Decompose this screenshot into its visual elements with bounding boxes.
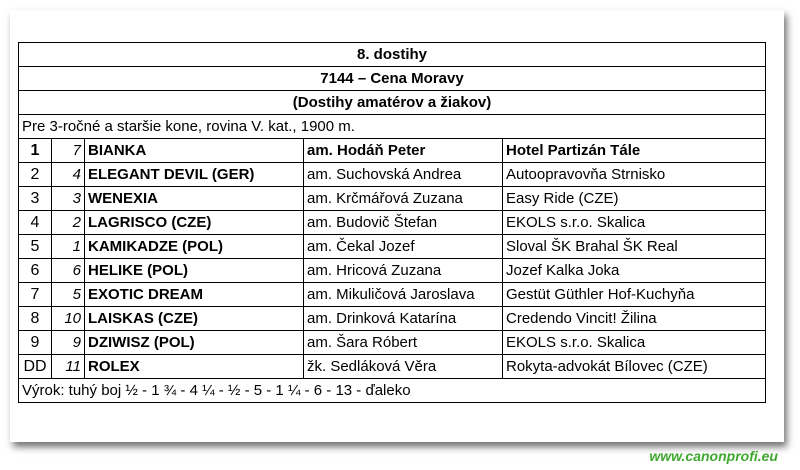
start-number-cell: 6	[52, 259, 85, 283]
horse-name-cell: HELIKE (POL)	[85, 259, 304, 283]
table-row	[19, 163, 766, 187]
position-cell: 6	[19, 259, 52, 283]
rider-name-cell: am. Hodáň Peter	[304, 139, 503, 163]
owner-name-cell: Credendo Vincit! Žilina	[503, 307, 766, 331]
table-row	[19, 187, 766, 211]
position-cell: 4	[19, 211, 52, 235]
table-row	[19, 259, 766, 283]
start-number-cell: 7	[52, 139, 85, 163]
owner-name-cell: EKOLS s.r.o. Skalica	[503, 331, 766, 355]
table-row	[19, 355, 766, 379]
horse-name-cell: ROLEX	[85, 355, 304, 379]
owner-name-cell: Gestüt Güthler Hof-Kuchyňa	[503, 283, 766, 307]
rider-name-cell: am. Hricová Zuzana	[304, 259, 503, 283]
horse-name-cell: KAMIKADZE (POL)	[85, 235, 304, 259]
rider-name-cell: am. Šara Róbert	[304, 331, 503, 355]
start-number-cell: 3	[52, 187, 85, 211]
race-conditions: Pre 3-ročné a staršie kone, rovina V. kat., 1900 m.	[19, 115, 766, 139]
owner-name-cell: Hotel Partizán Tále	[503, 139, 766, 163]
table-row	[19, 139, 766, 163]
results-table	[18, 42, 766, 403]
table-row	[19, 307, 766, 331]
position-cell: 7	[19, 283, 52, 307]
verdict-row	[19, 379, 766, 403]
race-name: 7144 – Cena Moravy	[19, 67, 766, 91]
horse-name-cell: WENEXIA	[85, 187, 304, 211]
table-row	[19, 283, 766, 307]
rider-name-cell: am. Budovič Štefan	[304, 211, 503, 235]
position-cell: DD	[19, 355, 52, 379]
horse-name-cell: LAGRISCO (CZE)	[85, 211, 304, 235]
rider-name-cell: am. Drinková Katarína	[304, 307, 503, 331]
horse-name-cell: DZIWISZ (POL)	[85, 331, 304, 355]
position-cell: 8	[19, 307, 52, 331]
position-cell: 5	[19, 235, 52, 259]
rider-name-cell: am. Suchovská Andrea	[304, 163, 503, 187]
owner-name-cell: Autoopravovňa Strnisko	[503, 163, 766, 187]
race-conditions-row	[19, 115, 766, 139]
race-subtitle: (Dostihy amatérov a žiakov)	[19, 91, 766, 115]
rider-name-cell: žk. Sedláková Věra	[304, 355, 503, 379]
race-subtitle-row	[19, 91, 766, 115]
race-number-row	[19, 43, 766, 67]
owner-name-cell: Sloval ŠK Brahal ŠK Real	[503, 235, 766, 259]
owner-name-cell: Jozef Kalka Joka	[503, 259, 766, 283]
rider-name-cell: am. Čekal Jozef	[304, 235, 503, 259]
start-number-cell: 11	[52, 355, 85, 379]
race-number-title: 8. dostihy	[19, 43, 766, 67]
horse-name-cell: BIANKA	[85, 139, 304, 163]
owner-name-cell: EKOLS s.r.o. Skalica	[503, 211, 766, 235]
position-cell: 3	[19, 187, 52, 211]
table-row	[19, 331, 766, 355]
owner-name-cell: Easy Ride (CZE)	[503, 187, 766, 211]
horse-name-cell: LAISKAS (CZE)	[85, 307, 304, 331]
table-row	[19, 211, 766, 235]
position-cell: 2	[19, 163, 52, 187]
horse-name-cell: ELEGANT DEVIL (GER)	[85, 163, 304, 187]
start-number-cell: 4	[52, 163, 85, 187]
verdict-text: Výrok: tuhý boj ½ - 1 ¾ - 4 ¼ - ½ - 5 - 1 ¼ - 6 - 13 - ďaleko	[19, 379, 766, 403]
start-number-cell: 2	[52, 211, 85, 235]
owner-name-cell: Rokyta-advokát Bílovec (CZE)	[503, 355, 766, 379]
table-row	[19, 235, 766, 259]
position-cell: 1	[19, 139, 52, 163]
start-number-cell: 9	[52, 331, 85, 355]
rider-name-cell: am. Krčmářová Zuzana	[304, 187, 503, 211]
rider-name-cell: am. Mikuličová Jaroslava	[304, 283, 503, 307]
race-name-row	[19, 67, 766, 91]
watermark-text: www.canonprofi.eu	[649, 448, 778, 464]
start-number-cell: 5	[52, 283, 85, 307]
start-number-cell: 10	[52, 307, 85, 331]
start-number-cell: 1	[52, 235, 85, 259]
horse-name-cell: EXOTIC DREAM	[85, 283, 304, 307]
position-cell: 9	[19, 331, 52, 355]
